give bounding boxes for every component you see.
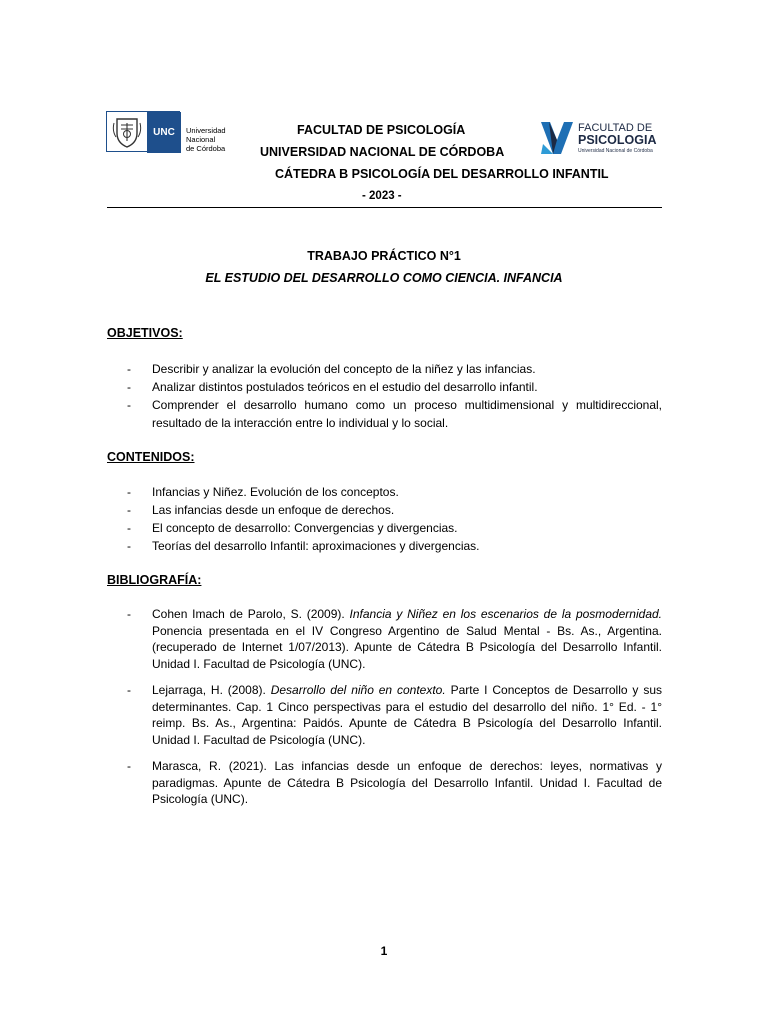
list-item: - Teorías del desarrollo Infantil: aproximaciones y divergencias. — [127, 539, 480, 553]
list-item: - Describir y analizar la evolución del concepto de la niñez y las infancias. — [127, 362, 536, 376]
unc-abbr: UNC — [147, 112, 181, 153]
unc-logo-box — [106, 111, 180, 152]
bibliografia-list — [127, 606, 662, 818]
header-year: - 2023 - — [362, 190, 402, 202]
unc-logo — [106, 111, 226, 153]
list-item: - El concepto de desarrollo: Convergencias y divergencias. — [127, 521, 458, 535]
objetivos-list — [127, 360, 662, 432]
bibliography-title: Infancia y Niñez en los escenarios de la posmodernidad. — [349, 607, 663, 621]
list-item: - Comprender el desarrollo humano como un proceso multidimensional y multidireccional, resultado de la interacción entre lo individual y lo social. — [127, 398, 662, 430]
list-item: - Infancias y Niñez. Evolución de los conceptos. — [127, 485, 399, 499]
unc-crest-icon — [111, 115, 143, 149]
bibliography-entry: - Cohen Imach de Parolo, S. (2009). Infancia y Niñez en los escenarios de la posmodernidad. Ponencia presentada en el IV Congreso Argentino de Salud Mental - Bs. As., Argentina. (recuperado de Internet 1/07/2013). Apunte de Cátedra B Psicología del Desarrollo Infantil. Unidad I. Facultad de Psicología (UNC). — [127, 607, 663, 671]
psicologia-logo — [539, 120, 669, 158]
objetivos-heading: OBJETIVOS: — [107, 326, 183, 340]
psicologia-logo-line3: Universidad Nacional de Córdoba — [578, 148, 653, 154]
unc-name: Universidad Nacional de Córdoba — [186, 126, 226, 153]
header-university: UNIVERSIDAD NACIONAL DE CÓRDOBA — [260, 145, 505, 159]
document-title: TRABAJO PRÁCTICO N°1 — [307, 249, 461, 263]
contenidos-list — [127, 483, 662, 555]
header-catedra: CÁTEDRA B PSICOLOGÍA DEL DESARROLLO INFANTIL — [275, 167, 609, 181]
page-number: 1 — [380, 944, 388, 958]
contenidos-heading: CONTENIDOS: — [107, 450, 195, 464]
psicologia-mark-icon — [539, 120, 575, 156]
psicologia-logo-line2: PSICOLOGIA — [578, 133, 657, 147]
bibliografia-heading: BIBLIOGRAFÍA: — [107, 573, 202, 587]
list-item: - Analizar distintos postulados teóricos en el estudio del desarrollo infantil. — [127, 380, 538, 394]
psicologia-logo-line1: FACULTAD DE — [578, 122, 653, 134]
document-subtitle: EL ESTUDIO DEL DESARROLLO COMO CIENCIA. INFANCIA — [205, 271, 563, 285]
header-faculty: FACULTAD DE PSICOLOGÍA — [297, 123, 466, 137]
bibliography-title: Desarrollo del niño en contexto. — [270, 683, 446, 697]
bibliography-entry: - Marasca, R. (2021). Las infancias desde un enfoque de derechos: leyes, normativas y paradigmas. Apunte de Cátedra B Psicología del Desarrollo Infantil. Unidad I. Facultad de Psicología (UNC). — [127, 759, 662, 806]
header-divider — [107, 207, 662, 208]
bibliography-entry: - Lejarraga, H. (2008). Desarrollo del niño en contexto. Parte I Conceptos de Desarrollo y sus determinantes. Cap. 1 Cinco perspectivas para el estudio del desarrollo del niño. 1° Ed. - 1° reimp. Bs. As., Argentina: Paidós. Apunte de Cátedra B Psicología del Desarrollo Infantil. Unidad I. Facultad de Psicología (UNC). — [127, 683, 662, 747]
list-item: - Las infancias desde un enfoque de derechos. — [127, 503, 395, 517]
